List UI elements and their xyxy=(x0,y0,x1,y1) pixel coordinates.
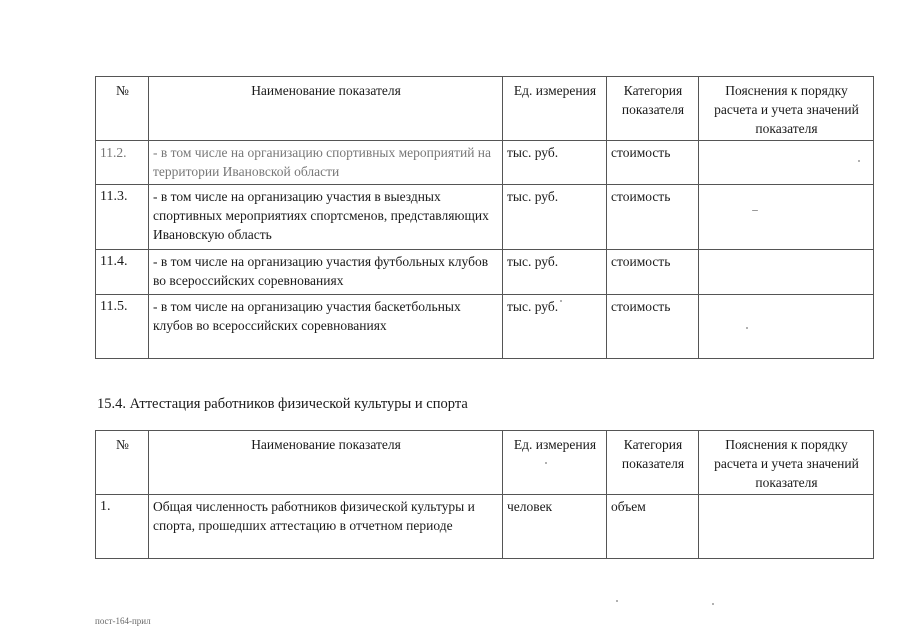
row-indicator-name: - в том числе на организацию участия футбольных клубов во всероссийских соревнованиях xyxy=(149,250,503,295)
scan-speck xyxy=(560,300,562,302)
scan-speck xyxy=(752,210,758,211)
row-indicator-name: - в том числе на организацию участия баскетбольных клубов во всероссийских соревнованиях xyxy=(149,295,503,359)
header-unit: Ед. измерения xyxy=(503,431,607,495)
row-indicator-name: - в том числе на организацию участия в выездных спортивных мероприятиях спортсменов, представляющих Ивановскую область xyxy=(149,185,503,250)
row-category: стоимость xyxy=(607,141,699,185)
row-explanation xyxy=(699,250,874,295)
row-unit: тыс. руб. xyxy=(503,185,607,250)
table-row xyxy=(96,141,874,185)
scan-speck xyxy=(746,327,748,329)
header-indicator-name: Наименование показателя xyxy=(149,77,503,141)
header-number: № xyxy=(96,431,149,495)
row-number: 1. xyxy=(96,495,149,559)
table-row xyxy=(96,495,874,559)
row-category: стоимость xyxy=(607,250,699,295)
table-header-row xyxy=(96,431,874,495)
row-category: стоимость xyxy=(607,295,699,359)
row-indicator-name xyxy=(149,141,503,185)
row-indicator-name-text: - в том числе на организацию спортивных мероприятий на территории Ивановской области xyxy=(153,145,492,179)
row-explanation xyxy=(699,295,874,359)
indicators-table-1 xyxy=(95,76,874,359)
row-category: объем xyxy=(607,495,699,559)
row-indicator-name: Общая численность работников физической культуры и спорта, прошедших аттестацию в отчетном периоде xyxy=(149,495,503,559)
scan-speck xyxy=(616,600,618,602)
header-category: Категория показателя xyxy=(607,431,699,495)
row-explanation xyxy=(699,495,874,559)
table-header-row xyxy=(96,77,874,141)
section-title: 15.4. Аттестация работников физической культуры и спорта xyxy=(97,396,468,412)
header-unit: Ед. измерения xyxy=(503,77,607,141)
table-row xyxy=(96,185,874,250)
header-category: Категория показателя xyxy=(607,77,699,141)
row-unit: тыс. руб. xyxy=(503,141,607,185)
table-row xyxy=(96,295,874,359)
scan-speck xyxy=(545,462,547,464)
scan-speck xyxy=(712,603,714,605)
header-indicator-name: Наименование показателя xyxy=(149,431,503,495)
indicators-table-2 xyxy=(95,430,874,559)
row-unit: человек xyxy=(503,495,607,559)
row-explanation xyxy=(699,141,874,185)
scan-speck xyxy=(858,160,860,162)
header-number: № xyxy=(96,77,149,141)
row-unit: тыс. руб. xyxy=(503,250,607,295)
row-explanation xyxy=(699,185,874,250)
row-number: 11.4. xyxy=(96,250,149,295)
header-explanation: Пояснения к порядку расчета и учета значений показателя xyxy=(699,77,874,141)
footer-note: пост-164-прил xyxy=(95,616,151,626)
row-number: 11.3. xyxy=(96,185,149,250)
row-number: 11.2. xyxy=(96,141,149,185)
row-category: стоимость xyxy=(607,185,699,250)
table-row xyxy=(96,250,874,295)
row-unit: тыс. руб. xyxy=(503,295,607,359)
row-number: 11.5. xyxy=(96,295,149,359)
header-explanation: Пояснения к порядку расчета и учета значений показателя xyxy=(699,431,874,495)
